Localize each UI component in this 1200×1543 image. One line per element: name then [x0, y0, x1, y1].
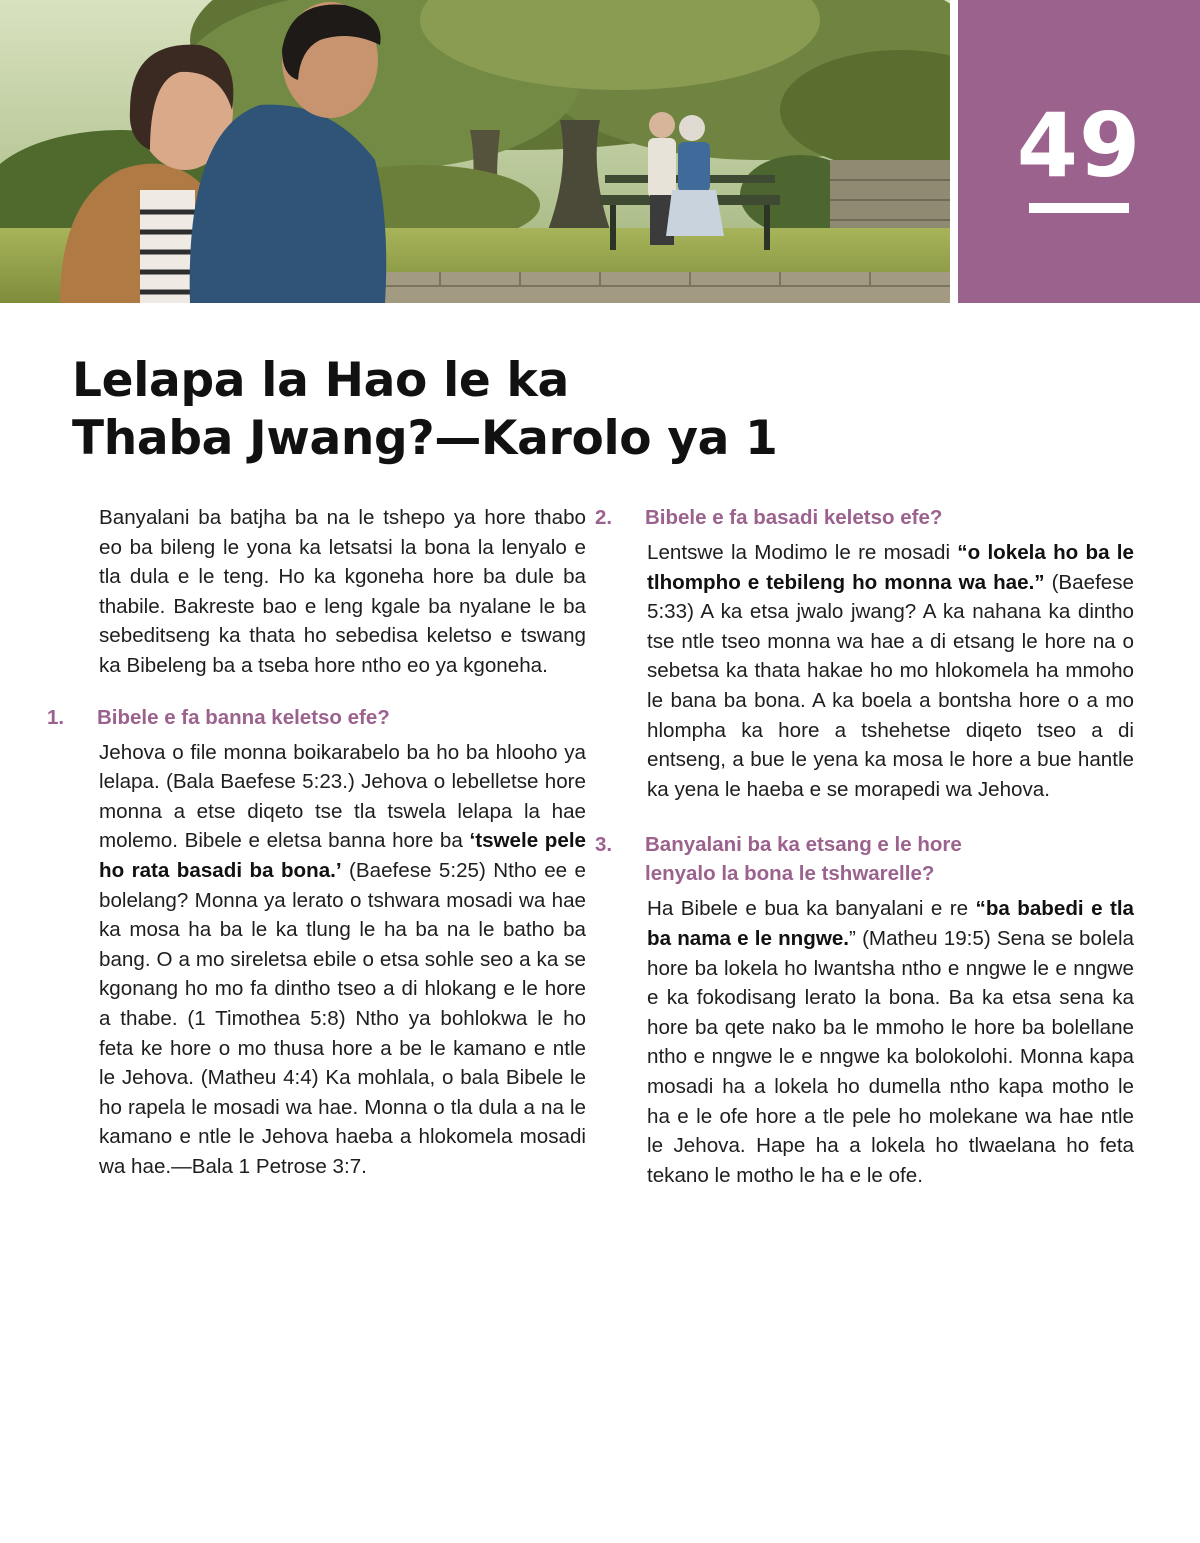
question-1-heading — [47, 703, 586, 732]
question-3-text-line-1: Banyalani ba ka etsang e le hore — [645, 833, 962, 857]
answer-2-text-b: (Baefese 5:33) A ka etsa jwalo jwang? A ka nahana ka dintho tse ntle tseo monna wa hae a di etsang le hore na o sebetsa ka thata hakae ho mo hlokomela ha mmoho le bana ba bona. A ka boela a bontsha hore o a mo hlompha ka hore a tshehetse diqeto tseo a di entseng, a bue le yena ka mosa le hore a bue hantle ka yena le haeba e se morapedi wa Jehova. — [647, 570, 1134, 801]
right-column — [595, 503, 1135, 1216]
park-couple-illustration — [0, 0, 950, 303]
question-1-number: 1. — [47, 705, 65, 729]
answer-1-text-b: (Baefese 5:25) Ntho ee e bolelang? Monna ya lerato o tshwara mosadi wa hae ka mosa ha ba le ka tlung le ha ba na le batho ba bang. O a mo sireletsa ebile o etsa sohle seo a ka se kgonang ho mo fa dintho tseo a di hlokang e le hore a thabe. (1 Timothea 5:8) Ntho ya bohlokwa le ho feta ke hore o mo thusa hore a be le kamano e ntle le Jehova. (Matheu 4:4) Ka mohlala, o bala Bibele le ho rapela le mosadi wa hae. Monna o tla dula a na le kamano e ntle le Jehova haeba a hlokomela mosadi wa hae.—Bala 1 Petrose 3:7. — [99, 858, 586, 1178]
answer-3-scripture-quote: “ba babedi e tla ba nama e le nngwe. — [647, 897, 1134, 950]
answer-2-paragraph — [620, 538, 1134, 804]
lesson-number-underline — [1029, 203, 1129, 213]
question-2-heading — [595, 503, 1134, 532]
answer-1-text-a: Jehova o file monna boikarabelo ba ho ba hlooho ya lelapa. (Bala Baefese 5:23.) Jehova o lebelletse hore monna a etse diqeto tse tla tswela lelapa la hae molemo. Bibele e eletsa banna hore ba — [99, 740, 586, 853]
left-column — [47, 503, 587, 1207]
question-3-number: 3. — [595, 833, 613, 857]
intro-paragraph: Banyalani ba batjha ba na le tshepo ya hore thabo eo ba bileng le yona ka letsatsi la bona la lenyalo e tla dula e le teng. Ho ka kgoneha hore ba dule ba thabile. Bakreste bao e leng kgale ba nyalane le ba sebeditseng ka thata ho sebedisa keletso e tswang ka Bibeleng ba a tseba hore ntho eo ya kgoneha. — [99, 506, 586, 677]
question-2-number: 2. — [595, 506, 613, 529]
page-title-line-1: Lelapa la Hao le ka — [72, 353, 569, 408]
question-3-text-line-2: lenyalo la bona le tshwarelle? — [645, 862, 935, 886]
question-3-heading — [595, 830, 1134, 888]
answer-1-scripture-quote: ‘tswele pele ho rata basadi ba bona.’ — [99, 829, 587, 882]
answer-2-scripture-quote: “o lokela ho ba le tlhompho e tebileng ho monna wa hae.” — [647, 541, 1134, 594]
question-1-text: Bibele e fa banna keletso efe? — [97, 705, 390, 729]
page-title — [72, 352, 778, 468]
answer-3-text-a: Ha Bibele e bua ka banyalani e re — [647, 897, 976, 921]
answer-1-paragraph — [72, 738, 586, 1182]
answer-3-text-b: ” (Matheu 19:5) Sena se bolela hore ba lokela ho lwantsha ntho e nngwe le e nngwe e ka fokodisang lerato la bona. Ba ka etsa sena ka hore ba qete nako ba le mmoho le hore ba bolellane ntho e nngwe le e nngwe ka bolokolohi. Monna kapa mosadi ha a lokela ho dumella ntho kapa motho le ha e le ofe hore a tle pele ho molekane wa hae ntle le Jehova. Hape ha a lokela ho tlwaelana ho feta tekano le motho le ha e le ofe. — [647, 926, 1135, 1187]
answer-2-text-a: Lentswe la Modimo le re mosadi — [647, 541, 958, 564]
lesson-number-box — [958, 0, 1200, 303]
page-title-line-2: Thaba Jwang?—Karolo ya 1 — [72, 411, 778, 466]
answer-3-paragraph — [620, 894, 1134, 1190]
lesson-number: 49 — [1016, 94, 1142, 197]
question-2-text: Bibele e fa basadi keletso efe? — [645, 506, 943, 529]
header-photo — [0, 0, 950, 303]
